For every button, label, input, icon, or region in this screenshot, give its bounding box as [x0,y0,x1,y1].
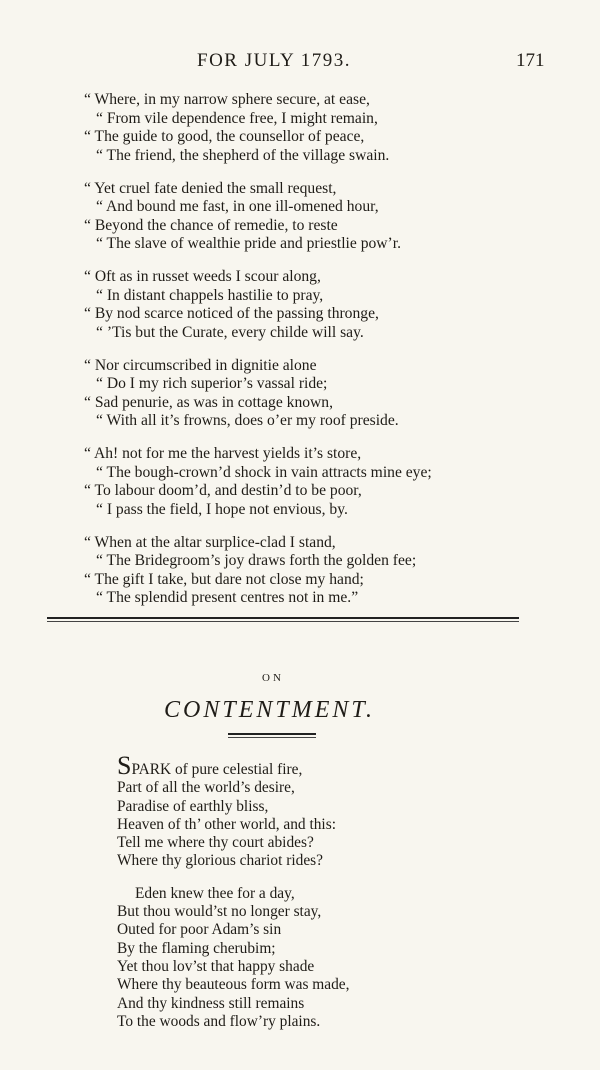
verse-line: “ Beyond the chance of remedie, to reste [84,216,338,234]
stanza [117,751,537,871]
verse-line: Tell me where thy court abides? [117,834,314,852]
verse-line: “ Nor circumscribed in dignitie alone [84,356,317,374]
verse-line: “ The Bridegroom’s joy draws forth the golden fee; [96,552,417,569]
verse-line: “ The guide to good, the counsellor of peace, [84,128,365,145]
verse-text: PARK of pure celestial fire, [131,761,303,778]
verse-line: “ Do I my rich superior’s vassal ride; [96,375,328,392]
stanza [84,91,584,165]
poem-body [117,751,537,1045]
verse-line: “ To labour doom’d, and destin’d to be poor, [84,482,362,499]
verse-line: Heaven of th’ other world, and this: [117,815,336,833]
stanza [117,885,537,1031]
verse-line: “ The gift I take, but dare not close my hand; [84,570,364,588]
verse-line: “ Ah! not for me the harvest yields it’s store, [84,445,362,462]
verse-line: Eden knew thee for a day, [135,884,295,902]
verse-line: “ I pass the field, I hope not envious, by. [96,500,348,518]
poem-title-prefix: ON [262,672,284,684]
verse-line: By the flaming cherubim; [117,939,276,957]
poem-title: CONTENTMENT. [164,697,375,723]
page-number: 171 [516,50,545,71]
verse-line: Part of all the world’s desire, [117,779,295,797]
elegy-continuation [84,91,584,622]
running-head: FOR JULY 1793. [197,50,352,71]
verse-line [117,751,537,780]
stanza [84,445,584,519]
verse-line: “ Sad penurie, as was in cottage known, [84,393,333,411]
stanza [84,357,584,431]
verse-line: “ The splendid present centres not in me.” [96,589,359,606]
verse-line: “ The friend, the shepherd of the village swain. [96,146,390,164]
verse-line: But thou would’st no longer stay, [117,903,322,921]
verse-line: “ And bound me fast, in one ill-omened hour, [96,198,379,215]
verse-line: To the woods and flow’ry plains. [117,1012,321,1030]
stanza [84,534,584,608]
verse-line: “ By nod scarce noticed of the passing thronge, [84,305,379,322]
verse-line: “ The bough-crown’d shock in vain attracts mine eye; [96,463,432,481]
verse-line: “ Yet cruel fate denied the small request, [84,179,337,197]
verse-line: Outed for poor Adam’s sin [117,921,282,939]
stanza [84,180,584,254]
verse-line: “ Oft as in russet weeds I scour along, [84,268,321,285]
stanza [84,268,584,342]
verse-line: “ Where, in my narrow sphere secure, at ease, [84,91,370,108]
verse-line: “ When at the altar surplice-clad I stand, [84,533,336,551]
verse-line: “ The slave of wealthie pride and priestlie pow’r. [96,235,401,252]
verse-line: “ In distant chappels hastilie to pray, [96,286,324,304]
verse-line: “ ’Tis but the Curate, every childe will say. [96,323,364,341]
verse-line: Where thy glorious chariot rides? [117,852,323,870]
section-divider [47,617,519,623]
page-header [0,50,600,74]
verse-line: Paradise of earthly bliss, [117,797,269,815]
verse-line: Yet thou lov’st that happy shade [117,957,315,975]
verse-line: “ With all it’s frowns, does o’er my roof preside. [96,412,399,429]
title-rule [228,733,316,738]
verse-line: “ From vile dependence free, I might remain, [96,109,378,127]
verse-line: And thy kindness still remains [117,994,305,1012]
verse-line: Where thy beauteous form was made, [117,976,350,994]
drop-cap: S [117,751,132,780]
